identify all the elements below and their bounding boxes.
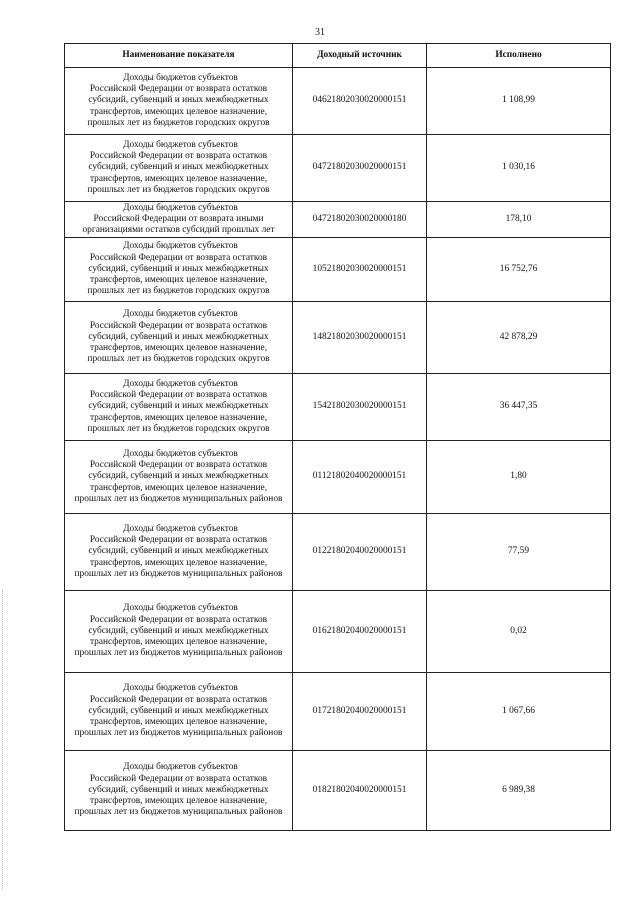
scan-margin-marks [2, 590, 6, 890]
indicator-name-line: прошлых лет из бюджетов городских округов [87, 117, 270, 128]
table-header-row [65, 44, 611, 68]
indicator-name-line: трансфертов, имеющих целевое назначение, [89, 343, 268, 354]
indicator-name-line: Доходы бюджетов субъектов [123, 139, 238, 150]
table-row [65, 673, 611, 751]
indicator-name-line: субсидий, субвенций и иных межбюджетных [88, 331, 269, 342]
indicator-name-line: прошлых лет из бюджетов городских округов [87, 354, 270, 365]
revenue-source-code-cell: 15421802030020000151 [293, 374, 427, 441]
revenue-source-code-cell: 01221802040020000151 [293, 514, 427, 591]
indicator-name-line: Российской Федерации от возврата остатков [89, 320, 268, 331]
indicator-name-line: трансфертов, имеющих целевое назначение, [89, 412, 268, 423]
indicator-name-line: Доходы бюджетов субъектов [123, 72, 238, 83]
table-row [65, 68, 611, 135]
indicator-name-line: прошлых лет из бюджетов муниципальных районов [74, 568, 283, 579]
revenue-source-code-cell: 01721802040020000151 [293, 673, 427, 751]
indicator-name-line: трансфертов, имеющих целевое назначение, [89, 275, 268, 286]
header-revenue-source: Доходный источник [293, 44, 427, 68]
indicator-name-line: организациями остатков субсидий прошлых лет [82, 225, 275, 236]
indicator-name-line: трансфертов, имеющих целевое назначение, [89, 717, 268, 728]
table-row [65, 302, 611, 374]
indicator-name-line: прошлых лет из бюджетов муниципальных районов [74, 648, 283, 659]
indicator-name-line: субсидий, субвенций и иных межбюджетных [88, 784, 269, 795]
page-number: 31 [315, 27, 325, 38]
indicator-name-line: субсидий, субвенций и иных межбюджетных [88, 162, 269, 173]
table-row [65, 238, 611, 302]
indicator-name-line: прошлых лет из бюджетов городских округов [87, 286, 270, 297]
indicator-name-line: Российской Федерации от возврата остатков [89, 84, 268, 95]
indicator-name-line: прошлых лет из бюджетов муниципальных районов [74, 493, 283, 504]
indicator-name-line: субсидий, субвенций и иных межбюджетных [88, 625, 269, 636]
revenue-source-code-cell: 04721802030020000180 [293, 202, 427, 238]
indicator-name-line: трансфертов, имеющих целевое назначение, [89, 557, 268, 568]
indicator-name-cell [65, 202, 293, 238]
revenue-source-code-cell: 01121802040020000151 [293, 441, 427, 514]
table-row [65, 591, 611, 673]
indicator-name-line: субсидий, субвенций и иных межбюджетных [88, 471, 269, 482]
indicator-name-line: субсидий, субвенций и иных межбюджетных [88, 705, 269, 716]
indicator-name-cell [65, 135, 293, 202]
revenue-source-code-cell: 14821802030020000151 [293, 302, 427, 374]
executed-value-cell: 42 878,29 [427, 302, 611, 374]
indicator-name-cell [65, 441, 293, 514]
indicator-name-line: Российской Федерации от возврата остатков [89, 694, 268, 705]
executed-value-cell: 16 752,76 [427, 238, 611, 302]
header-executed: Исполнено [427, 44, 611, 68]
table-row [65, 751, 611, 831]
indicator-name-line: трансфертов, имеющих целевое назначение, [89, 482, 268, 493]
revenue-source-code-cell: 04721802030020000151 [293, 135, 427, 202]
executed-value-cell: 1,80 [427, 441, 611, 514]
revenue-source-code-cell: 01621802040020000151 [293, 591, 427, 673]
indicator-name-cell [65, 514, 293, 591]
executed-value-cell: 1 030,16 [427, 135, 611, 202]
indicator-name-line: прошлых лет из бюджетов городских округов [87, 423, 270, 434]
indicator-name-line: прошлых лет из бюджетов муниципальных районов [74, 807, 283, 818]
revenue-source-code-cell: 01821802040020000151 [293, 751, 427, 831]
executed-value-cell: 1 108,99 [427, 68, 611, 135]
indicator-name-line: трансфертов, имеющих целевое назначение, [89, 173, 268, 184]
indicator-name-line: Российской Федерации от возврата остатков [89, 460, 268, 471]
revenue-source-code-cell: 10521802030020000151 [293, 238, 427, 302]
indicator-name-line: трансфертов, имеющих целевое назначение, [89, 637, 268, 648]
indicator-name-line: Доходы бюджетов субъектов [123, 523, 238, 534]
indicator-name-line: прошлых лет из бюджетов городских округов [87, 184, 270, 195]
indicator-name-line: Российской Федерации от возврата иными [93, 213, 264, 224]
indicator-name-line: Доходы бюджетов субъектов [123, 202, 238, 213]
indicator-name-line: Российской Федерации от возврата остатков [89, 535, 268, 546]
indicator-name-line: прошлых лет из бюджетов муниципальных районов [74, 728, 283, 739]
indicator-name-line: Доходы бюджетов субъектов [123, 603, 238, 614]
indicator-name-cell [65, 591, 293, 673]
executed-value-cell: 77,59 [427, 514, 611, 591]
table-row [65, 374, 611, 441]
indicator-name-line: трансфертов, имеющих целевое назначение, [89, 796, 268, 807]
indicator-name-cell [65, 68, 293, 135]
table-row [65, 135, 611, 202]
indicator-name-line: Российской Федерации от возврата остатков [89, 151, 268, 162]
executed-value-cell: 178,10 [427, 202, 611, 238]
indicator-name-line: Доходы бюджетов субъектов [123, 309, 238, 320]
indicator-name-line: Доходы бюджетов субъектов [123, 378, 238, 389]
indicator-name-line: Доходы бюджетов субъектов [123, 241, 238, 252]
indicator-name-cell [65, 751, 293, 831]
header-indicator-name: Наименование показателя [65, 44, 293, 68]
indicator-name-line: Доходы бюджетов субъектов [123, 762, 238, 773]
indicator-name-line: Российской Федерации от возврата остатков [89, 390, 268, 401]
table-row [65, 202, 611, 238]
table-row [65, 514, 611, 591]
executed-value-cell: 0,02 [427, 591, 611, 673]
indicator-name-line: Российской Федерации от возврата остатков [89, 252, 268, 263]
indicator-name-cell [65, 673, 293, 751]
indicator-name-cell [65, 374, 293, 441]
revenue-source-code-cell: 04621802030020000151 [293, 68, 427, 135]
indicator-name-line: субсидий, субвенций и иных межбюджетных [88, 401, 269, 412]
indicator-name-line: Доходы бюджетов субъектов [123, 683, 238, 694]
indicator-name-line: субсидий, субвенций и иных межбюджетных [88, 546, 269, 557]
indicator-name-cell [65, 238, 293, 302]
indicator-name-line: трансфертов, имеющих целевое назначение, [89, 106, 268, 117]
indicator-name-line: Российской Федерации от возврата остатков [89, 773, 268, 784]
indicator-name-line: Российской Федерации от возврата остатков [89, 614, 268, 625]
indicator-name-line: субсидий, субвенций и иных межбюджетных [88, 95, 269, 106]
indicator-name-line: Доходы бюджетов субъектов [123, 448, 238, 459]
revenue-table [64, 43, 611, 831]
indicator-name-cell [65, 302, 293, 374]
indicator-name-line: субсидий, субвенций и иных межбюджетных [88, 263, 269, 274]
table-body [65, 68, 611, 831]
table-row [65, 441, 611, 514]
executed-value-cell: 6 989,38 [427, 751, 611, 831]
executed-value-cell: 1 067,66 [427, 673, 611, 751]
executed-value-cell: 36 447,35 [427, 374, 611, 441]
